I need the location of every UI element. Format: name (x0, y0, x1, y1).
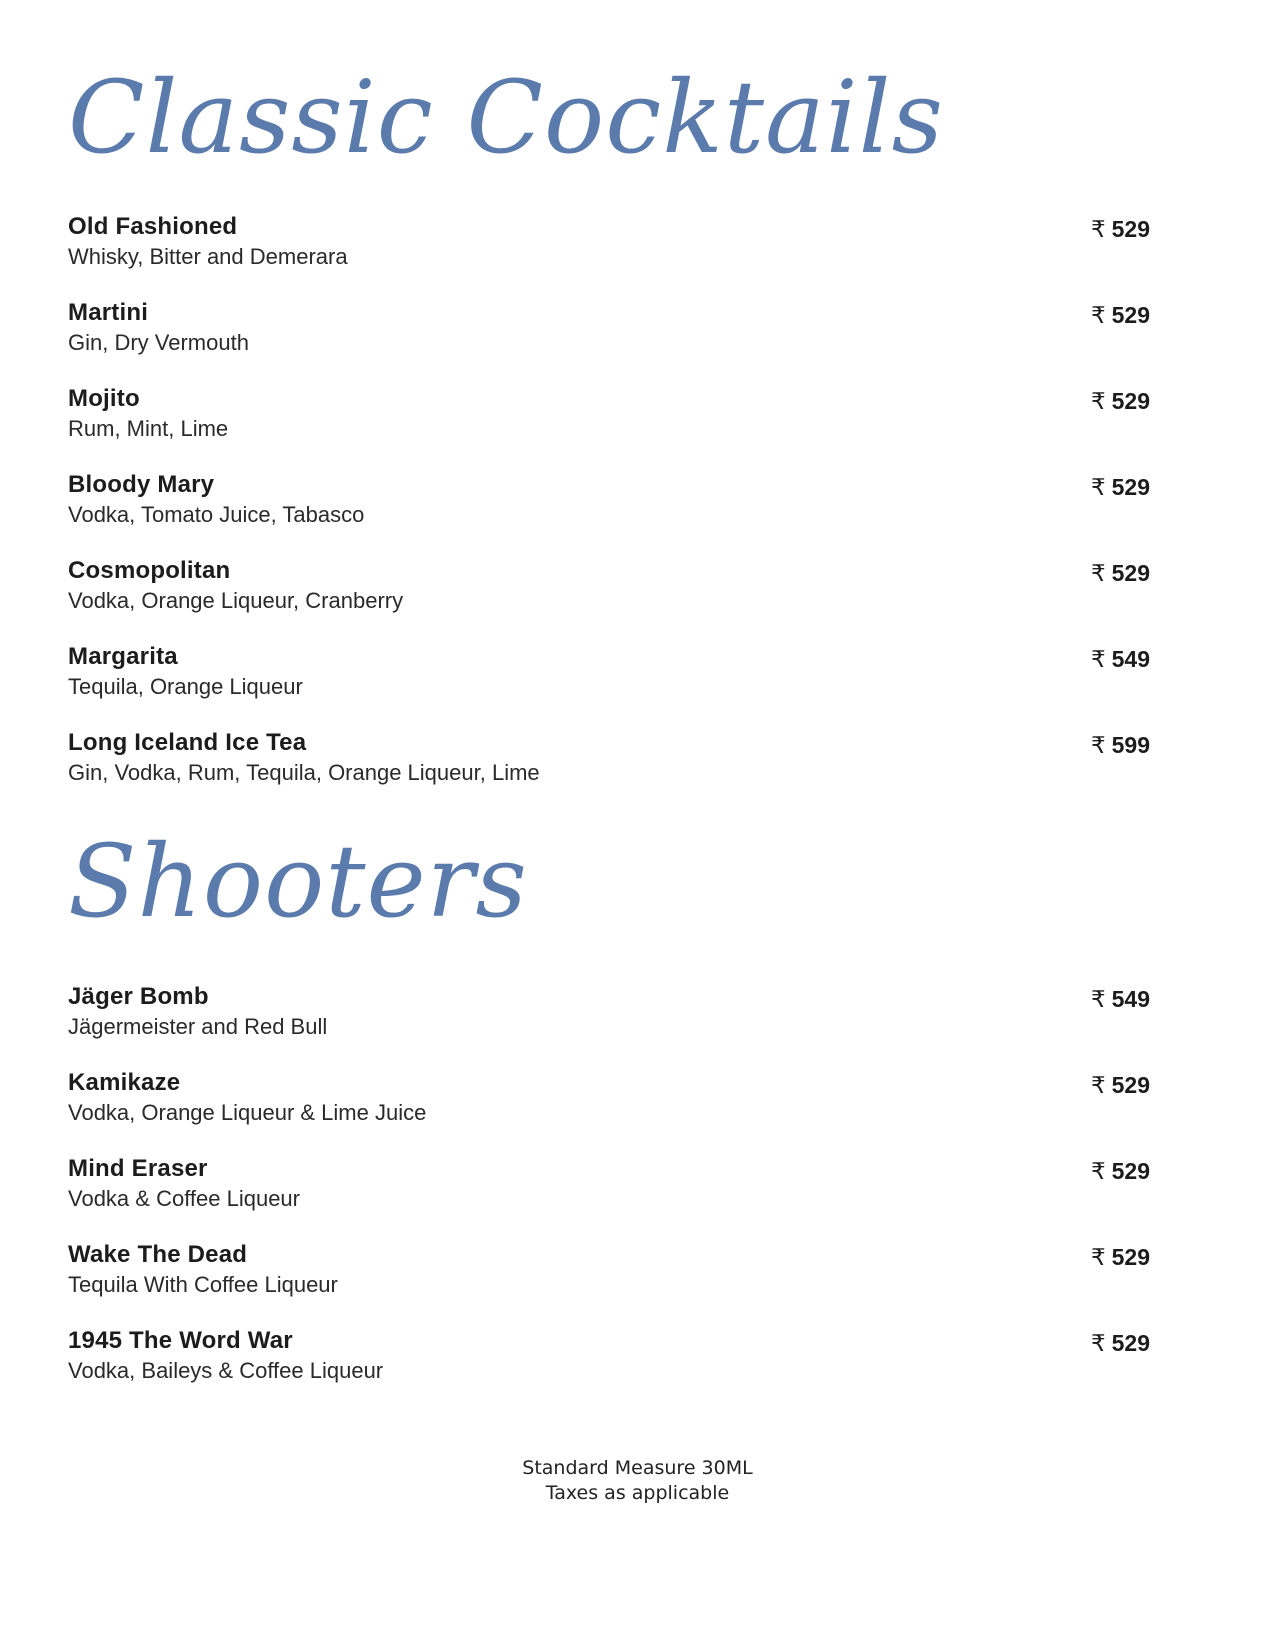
menu-item (68, 1326, 1208, 1412)
menu-item (68, 1068, 1208, 1154)
menu-item (68, 556, 1208, 642)
rupee-icon: ₹ (1090, 560, 1106, 586)
section-title-shooters: Shooters (68, 823, 528, 940)
section-title-classic-cocktails: Classic Cocktails (68, 59, 944, 176)
item-name: Mind Eraser (68, 1155, 208, 1182)
price-value: 529 (1111, 216, 1150, 242)
footer-note (0, 1456, 1275, 1506)
footer-measure: Standard Measure 30ML (522, 1457, 753, 1479)
item-price (1091, 214, 1150, 244)
menu-item (68, 982, 1208, 1068)
item-name: Old Fashioned (68, 213, 238, 240)
item-price (1091, 386, 1150, 416)
item-price (1091, 558, 1150, 588)
price-value: 549 (1111, 646, 1150, 672)
rupee-icon: ₹ (1090, 1072, 1106, 1098)
rupee-icon: ₹ (1090, 216, 1106, 242)
item-name: Cosmopolitan (68, 557, 231, 584)
menu-item (68, 298, 1208, 384)
menu-item (68, 1240, 1208, 1326)
rupee-icon: ₹ (1090, 388, 1106, 414)
item-description: Gin, Vodka, Rum, Tequila, Orange Liqueur, Lime (68, 760, 540, 785)
item-description: Vodka, Orange Liqueur, Cranberry (68, 588, 404, 613)
item-description: Gin, Dry Vermouth (68, 330, 249, 355)
price-value: 529 (1111, 1330, 1150, 1356)
item-description: Whisky, Bitter and Demerara (68, 244, 348, 269)
price-value: 529 (1111, 302, 1150, 328)
price-value: 529 (1111, 474, 1150, 500)
item-name: Bloody Mary (68, 471, 215, 498)
item-name: 1945 The Word War (68, 1327, 293, 1354)
menu-item (68, 728, 1208, 814)
footer-taxes: Taxes as applicable (545, 1482, 730, 1504)
rupee-icon: ₹ (1090, 1330, 1106, 1356)
item-description: Jägermeister and Red Bull (68, 1014, 328, 1039)
price-value: 529 (1111, 388, 1150, 414)
price-value: 529 (1111, 560, 1150, 586)
price-value: 529 (1111, 1244, 1150, 1270)
item-description: Tequila With Coffee Liqueur (68, 1272, 338, 1297)
menu-item (68, 384, 1208, 470)
item-name: Mojito (68, 385, 140, 412)
item-description: Vodka & Coffee Liqueur (68, 1186, 300, 1211)
item-price (1091, 300, 1150, 330)
shooters-list (68, 982, 1208, 1412)
item-price (1091, 644, 1150, 674)
menu-item (68, 642, 1208, 728)
item-name: Wake The Dead (68, 1241, 248, 1268)
item-price (1091, 1242, 1150, 1272)
item-description: Tequila, Orange Liqueur (68, 674, 303, 699)
rupee-icon: ₹ (1090, 1158, 1106, 1184)
price-value: 529 (1111, 1072, 1150, 1098)
rupee-icon: ₹ (1090, 986, 1106, 1012)
item-description: Rum, Mint, Lime (68, 416, 229, 441)
price-value: 549 (1111, 986, 1150, 1012)
rupee-icon: ₹ (1090, 474, 1106, 500)
item-name: Kamikaze (68, 1069, 181, 1096)
item-price (1091, 472, 1150, 502)
item-name: Jäger Bomb (68, 983, 209, 1010)
classic-cocktails-list (68, 212, 1208, 814)
price-value: 529 (1111, 1158, 1150, 1184)
item-price (1091, 730, 1150, 760)
menu-item (68, 212, 1208, 298)
item-description: Vodka, Tomato Juice, Tabasco (68, 502, 365, 527)
price-value: 599 (1111, 732, 1150, 758)
rupee-icon: ₹ (1090, 732, 1106, 758)
item-price (1091, 1328, 1150, 1358)
item-name: Long Iceland Ice Tea (68, 729, 307, 756)
menu-item (68, 470, 1208, 556)
item-price (1091, 1070, 1150, 1100)
rupee-icon: ₹ (1090, 646, 1106, 672)
item-name: Margarita (68, 643, 178, 670)
rupee-icon: ₹ (1090, 1244, 1106, 1270)
item-description: Vodka, Orange Liqueur & Lime Juice (68, 1100, 427, 1125)
rupee-icon: ₹ (1090, 302, 1106, 328)
item-price (1091, 1156, 1150, 1186)
menu-item (68, 1154, 1208, 1240)
item-name: Martini (68, 299, 149, 326)
item-price (1091, 984, 1150, 1014)
item-description: Vodka, Baileys & Coffee Liqueur (68, 1358, 384, 1383)
